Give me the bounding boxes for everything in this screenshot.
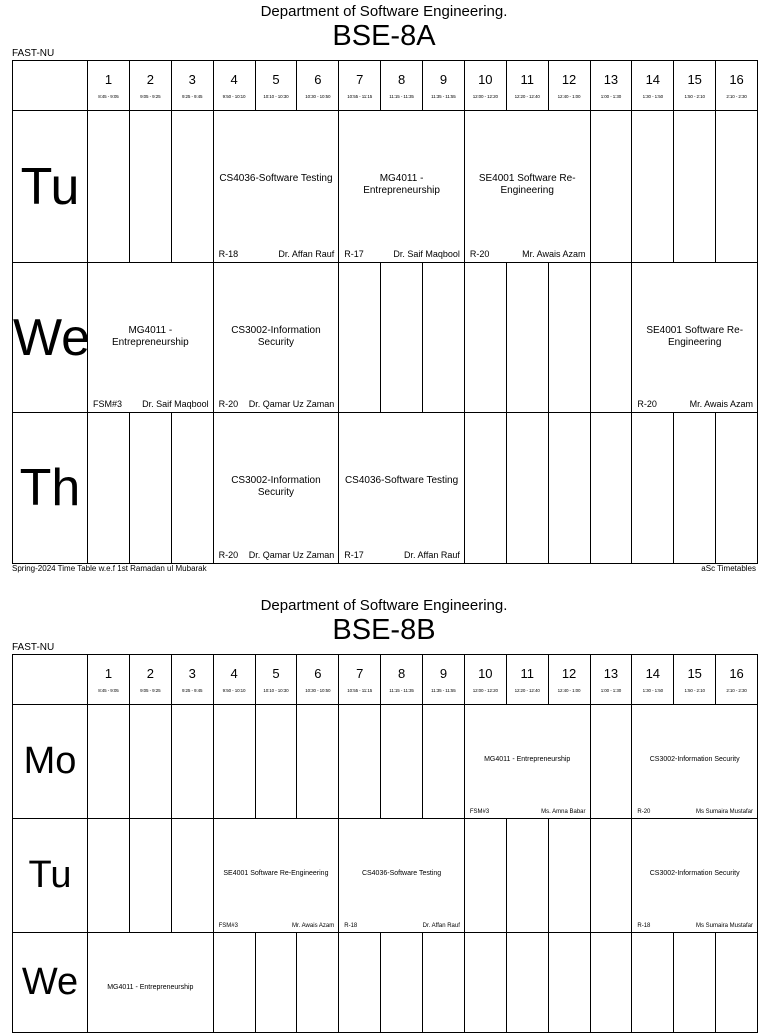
period-number: 15 (687, 666, 702, 681)
lesson-teacher: Dr. Saif Maqbool (393, 249, 460, 259)
empty-slot (339, 705, 381, 819)
lesson-cell[interactable] (213, 263, 339, 413)
period-time: 1:30 - 1:50 (642, 688, 664, 693)
period-header (129, 655, 171, 705)
empty-slot (339, 933, 381, 1033)
period-header (88, 655, 130, 705)
period-time: 10:55 - 11:15 (347, 94, 373, 99)
empty-slot (632, 111, 674, 263)
period-header (381, 655, 423, 705)
empty-slot (88, 705, 130, 819)
empty-slot (716, 111, 758, 263)
lesson-subject: CS4036-Software Testing (219, 173, 333, 184)
empty-slot (129, 413, 171, 564)
empty-slot (88, 111, 130, 263)
empty-slot (171, 413, 213, 564)
period-time: 11:15 - 11:35 (389, 688, 414, 693)
period-number: 3 (188, 666, 196, 681)
day-row (13, 263, 758, 413)
lesson-cell[interactable] (632, 819, 758, 933)
period-header (423, 655, 465, 705)
period-time: 9:05 - 9:25 (140, 688, 161, 693)
empty-slot (423, 263, 465, 413)
class-title: BSE-8A (332, 20, 436, 52)
empty-slot (506, 413, 548, 564)
lesson-cell[interactable] (464, 705, 590, 819)
period-header (716, 61, 758, 111)
period-number: 11 (520, 72, 534, 87)
period-number: 16 (729, 666, 744, 681)
empty-slot (548, 933, 590, 1033)
period-time: 2:10 - 2:30 (726, 688, 747, 693)
period-number: 6 (314, 72, 322, 87)
empty-slot (171, 705, 213, 819)
lesson-subject: CS4036-Software Testing (344, 475, 459, 486)
lesson-teacher: Mr. Awais Azam (689, 399, 753, 409)
empty-slot (88, 413, 130, 564)
period-number: 5 (272, 666, 280, 681)
period-header (632, 655, 674, 705)
period-time: 11:35 - 11:55 (431, 688, 456, 693)
empty-slot (129, 819, 171, 933)
period-number: 6 (314, 666, 322, 681)
empty-slot (548, 819, 590, 933)
period-number: 3 (188, 72, 196, 87)
period-time: 12:00 - 12:20 (472, 688, 498, 693)
period-time: 9:25 - 9:45 (181, 94, 203, 99)
lesson-subject: CS4036-Software Testing (361, 870, 442, 877)
period-time: 8:45 - 9:05 (98, 688, 119, 693)
lesson-room: R-20 (469, 249, 490, 259)
period-number: 8 (397, 666, 406, 681)
empty-slot (297, 933, 339, 1033)
period-time: 1:00 - 1:30 (600, 688, 622, 693)
lesson-subject: CS3002-Information Security (231, 325, 321, 348)
period-number: 4 (230, 72, 238, 87)
day-label: Th (13, 413, 88, 564)
period-number: 13 (603, 72, 619, 87)
day-label: Tu (13, 111, 88, 263)
lesson-room: R-18 (637, 923, 651, 929)
lesson-teacher: Dr. Affan Rauf (404, 550, 460, 560)
period-time: 11:35 - 11:55 (431, 94, 456, 99)
period-header (548, 61, 590, 111)
lesson-cell[interactable] (213, 413, 339, 564)
empty-slot (464, 263, 506, 413)
empty-slot (590, 933, 632, 1033)
day-label: Mo (13, 705, 88, 819)
period-time: 12:20 - 12:40 (514, 688, 540, 693)
period-time: 12:00 - 12:20 (472, 94, 498, 99)
period-header (716, 655, 758, 705)
period-header-row (13, 61, 758, 111)
lesson-cell[interactable] (213, 111, 339, 263)
department-title: Department of Software Engineering. (260, 597, 508, 614)
lesson-subject: CS3002-Information Security (649, 870, 740, 877)
school-name: FAST-NU (12, 642, 55, 653)
empty-slot (590, 819, 632, 933)
empty-slot (674, 933, 716, 1033)
lesson-cell[interactable] (632, 263, 758, 413)
period-time: 9:05 - 9:25 (140, 94, 161, 99)
empty-slot (423, 705, 465, 819)
lesson-cell[interactable] (464, 111, 590, 263)
lesson-room: FSM#3 (218, 923, 238, 929)
empty-slot (590, 413, 632, 564)
empty-slot (171, 111, 213, 263)
period-number: 4 (230, 666, 238, 681)
lesson-subject: SE4001 Software Re-Engineering (223, 870, 329, 877)
period-number: 5 (272, 72, 280, 87)
period-number: 14 (645, 666, 661, 681)
empty-slot (590, 705, 632, 819)
period-header (297, 61, 339, 111)
period-number: 12 (561, 72, 577, 87)
corner-cell (13, 655, 88, 705)
period-number: 1 (104, 666, 113, 681)
period-header (464, 655, 506, 705)
footer-brand: aSc Timetables (701, 564, 756, 573)
period-number: 10 (478, 72, 493, 87)
lesson-cell[interactable] (213, 819, 339, 933)
period-header (674, 655, 716, 705)
period-number: 2 (146, 72, 154, 87)
period-time: 2:10 - 2:30 (726, 94, 747, 99)
lesson-subject: MG4011 - Entrepreneurship (111, 325, 189, 348)
period-number: 7 (356, 666, 364, 681)
lesson-room: R-20 (218, 550, 239, 560)
lesson-room: R-18 (218, 249, 239, 259)
lesson-subject: SE4001 Software Re-Engineering (478, 173, 576, 196)
empty-slot (339, 263, 381, 413)
lesson-room: R-18 (344, 923, 358, 929)
empty-slot (255, 705, 297, 819)
period-header (548, 655, 590, 705)
empty-slot (171, 819, 213, 933)
empty-slot (464, 819, 506, 933)
period-time: 11:15 - 11:35 (389, 94, 414, 99)
period-header (129, 61, 171, 111)
period-time: 10:30 - 10:50 (305, 94, 331, 99)
lesson-room: R-20 (637, 399, 657, 409)
timetable-grid (12, 60, 758, 564)
empty-slot (674, 111, 716, 263)
empty-slot (381, 933, 423, 1033)
empty-slot (506, 933, 548, 1033)
lesson-teacher: Ms Sumaira Mustafar (695, 809, 753, 815)
empty-slot (297, 705, 339, 819)
period-header-row (13, 655, 758, 705)
period-number: 9 (439, 72, 448, 87)
lesson-room: FSM#3 (469, 809, 490, 815)
empty-slot (674, 413, 716, 564)
empty-slot (716, 413, 758, 564)
lesson-room: R-17 (344, 550, 364, 560)
school-name: FAST-NU (12, 48, 55, 59)
lesson-teacher: Dr. Affan Rauf (278, 249, 335, 259)
empty-slot (213, 933, 255, 1033)
period-header (213, 655, 255, 705)
period-header (464, 61, 506, 111)
period-number: 10 (478, 666, 493, 681)
empty-slot (423, 933, 465, 1033)
period-header (171, 655, 213, 705)
period-number: 1 (104, 72, 113, 87)
empty-slot (632, 933, 674, 1033)
lesson-teacher: Ms Sumaira Mustafar (695, 923, 753, 929)
lesson-teacher: Mr. Awais Azam (522, 249, 586, 259)
empty-slot (548, 263, 590, 413)
period-time: 10:30 - 10:50 (305, 688, 331, 693)
lesson-teacher: Dr. Qamar Uz Zaman (248, 550, 335, 560)
lesson-room: R-20 (637, 809, 651, 815)
lesson-teacher: Dr. Qamar Uz Zaman (248, 399, 335, 409)
class-title: BSE-8B (332, 614, 436, 646)
period-time: 9:50 - 10:10 (222, 688, 246, 693)
empty-slot (255, 933, 297, 1033)
period-header (213, 61, 255, 111)
period-time: 10:10 - 10:30 (263, 688, 289, 693)
period-time: 12:40 - 1:00 (557, 688, 581, 693)
department-title: Department of Software Engineering. (260, 3, 508, 20)
period-time: 9:25 - 9:45 (181, 688, 203, 693)
period-header (255, 655, 297, 705)
period-header (339, 655, 381, 705)
period-time: 1:50 - 2:10 (684, 688, 705, 693)
empty-slot (632, 413, 674, 564)
period-header (506, 655, 548, 705)
lesson-teacher: Dr. Saif Maqbool (142, 399, 209, 409)
lesson-teacher: Ms. Amna Babar (541, 809, 586, 815)
corner-cell (13, 61, 88, 111)
period-time: 1:50 - 2:10 (684, 94, 705, 99)
day-label: We (13, 933, 88, 1033)
period-time: 8:45 - 9:05 (98, 94, 119, 99)
period-header (590, 655, 632, 705)
period-header (297, 655, 339, 705)
period-number: 8 (397, 72, 406, 87)
footer-note: Spring-2024 Time Table w.e.f 1st Ramadan ul Mubarak (12, 564, 207, 573)
empty-slot (464, 933, 506, 1033)
period-header (171, 61, 213, 111)
empty-slot (381, 263, 423, 413)
empty-slot (716, 933, 758, 1033)
period-header (632, 61, 674, 111)
period-time: 10:10 - 10:30 (263, 94, 289, 99)
period-time: 12:40 - 1:00 (557, 94, 581, 99)
lesson-subject: MG4011 - Entrepreneurship (484, 756, 571, 763)
lesson-cell[interactable] (339, 413, 465, 564)
period-number: 11 (520, 666, 534, 681)
period-time: 9:50 - 10:10 (222, 94, 246, 99)
period-number: 15 (687, 72, 702, 87)
lesson-subject: CS3002-Information Security (649, 756, 740, 763)
empty-slot (506, 819, 548, 933)
period-number: 7 (356, 72, 364, 87)
lesson-teacher: Dr. Affan Rauf (422, 923, 460, 929)
period-number: 2 (146, 666, 154, 681)
lesson-subject: MG4011 - Entrepreneurship (363, 173, 440, 196)
period-header (674, 61, 716, 111)
lesson-subject: CS3002-Information Security (231, 475, 321, 498)
empty-slot (129, 705, 171, 819)
lesson-subject: SE4001 Software Re-Engineering (646, 325, 744, 348)
lesson-cell[interactable] (339, 111, 465, 263)
period-header (506, 61, 548, 111)
timetable-grid (12, 654, 758, 1033)
empty-slot (213, 705, 255, 819)
empty-slot (590, 263, 632, 413)
empty-slot (129, 111, 171, 263)
lesson-teacher: Mr. Awais Azam (292, 923, 335, 929)
day-label: Tu (13, 819, 88, 933)
empty-slot (590, 111, 632, 263)
period-number: 12 (561, 666, 577, 681)
empty-slot (88, 819, 130, 933)
day-row (13, 413, 758, 564)
empty-slot (381, 705, 423, 819)
period-header (255, 61, 297, 111)
period-number: 13 (603, 666, 619, 681)
lesson-cell[interactable] (88, 933, 214, 1033)
period-number: 9 (439, 666, 448, 681)
empty-slot (506, 263, 548, 413)
lesson-subject: MG4011 - Entrepreneurship (107, 984, 194, 991)
period-time: 12:20 - 12:40 (514, 94, 540, 99)
period-header (339, 61, 381, 111)
period-header (88, 61, 130, 111)
day-row (13, 819, 758, 933)
empty-slot (464, 413, 506, 564)
period-number: 14 (645, 72, 661, 87)
period-time: 1:00 - 1:30 (600, 94, 622, 99)
day-label: We (13, 263, 88, 413)
day-row (13, 111, 758, 263)
period-header (381, 61, 423, 111)
lesson-cell[interactable] (632, 705, 758, 819)
period-header (590, 61, 632, 111)
lesson-room: FSM#3 (93, 399, 123, 409)
day-row (13, 705, 758, 819)
lesson-room: R-20 (218, 399, 239, 409)
lesson-room: R-17 (344, 249, 364, 259)
lesson-cell[interactable] (339, 819, 465, 933)
period-header (423, 61, 465, 111)
period-time: 1:30 - 1:50 (642, 94, 664, 99)
lesson-cell[interactable] (88, 263, 214, 413)
period-number: 16 (729, 72, 744, 87)
period-time: 10:55 - 11:15 (347, 688, 373, 693)
empty-slot (548, 413, 590, 564)
day-row (13, 933, 758, 1033)
